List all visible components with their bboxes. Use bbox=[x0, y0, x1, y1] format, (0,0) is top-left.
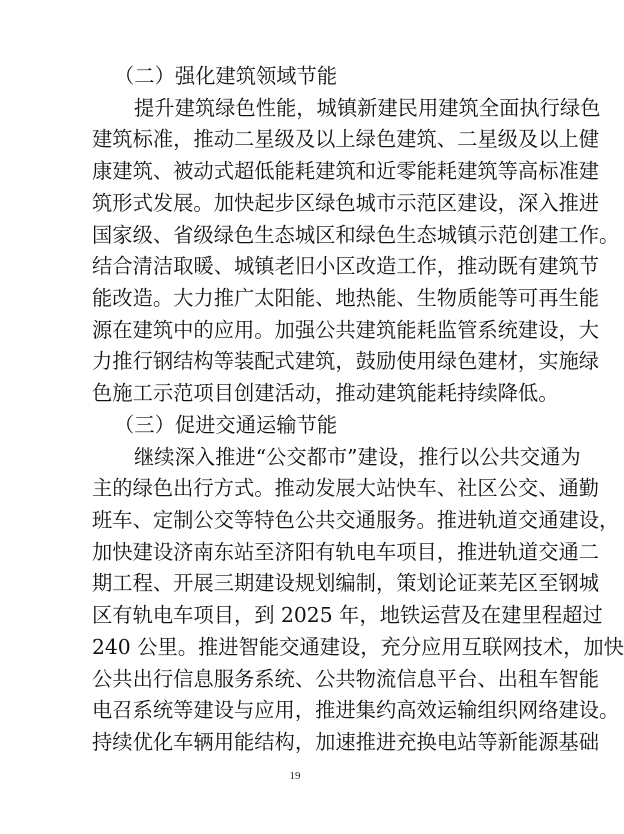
paragraph-line: 加快建设济南东站至济阳有轨电车项目，推进轨道交通二 bbox=[92, 540, 600, 564]
paragraph-line: 主的绿色出行方式。推动发展大站快车、社区公交、通勤 bbox=[92, 476, 600, 500]
paragraph-line: 源在建筑中的应用。加强公共建筑能耗监管系统建设，大 bbox=[92, 318, 600, 342]
paragraph-line: 公共出行信息服务系统、公共物流信息平台、出租车智能 bbox=[92, 667, 600, 691]
paragraph-line: 电召系统等建设与应用，推进集约高效运输组织网络建设。 bbox=[92, 698, 620, 722]
paragraph-line: 班车、定制公交等特色公共交通服务。推进轨道交通建设， bbox=[92, 508, 620, 532]
page-number: 19 bbox=[289, 770, 301, 782]
paragraph-line: 持续优化车辆用能结构，加速推进充换电站等新能源基础 bbox=[92, 730, 600, 754]
section-heading-3: （三）促进交通运输节能 bbox=[114, 413, 338, 437]
paragraph-line: 240 公里。推进智能交通建设，充分应用互联网技术，加快 bbox=[92, 635, 624, 659]
paragraph-line: 区有轨电车项目，到 2025 年，地铁运营及在建里程超过 bbox=[92, 603, 603, 627]
paragraph-line: 期工程、开展三期建设规划编制，策划论证莱芜区至钢城 bbox=[92, 571, 600, 595]
paragraph-line: 继续深入推进“公交都市”建设，推行以公共交通为 bbox=[134, 445, 581, 469]
paragraph-line: 能改造。大力推广太阳能、地热能、生物质能等可再生能 bbox=[92, 286, 600, 310]
paragraph-line: 国家级、省级绿色生态城区和绿色生态城镇示范创建工作。 bbox=[92, 223, 620, 247]
paragraph-line: 康建筑、被动式超低能耗建筑和近零能耗建筑等高标准建 bbox=[92, 159, 600, 183]
paragraph-line: 力推行钢结构等装配式建筑，鼓励使用绿色建材，实施绿 bbox=[92, 349, 600, 373]
section-heading-2: （二）强化建筑领域节能 bbox=[114, 64, 338, 88]
paragraph-line: 提升建筑绿色性能，城镇新建民用建筑全面执行绿色 bbox=[134, 96, 601, 120]
paragraph-line: 结合清洁取暖、城镇老旧小区改造工作，推动既有建筑节 bbox=[92, 254, 600, 278]
paragraph-line: 建筑标准，推动二星级及以上绿色建筑、二星级及以上健 bbox=[92, 127, 600, 151]
paragraph-line: 色施工示范项目创建活动，推动建筑能耗持续降低。 bbox=[92, 381, 559, 405]
paragraph-line: 筑形式发展。加快起步区绿色城市示范区建设，深入推进 bbox=[92, 191, 600, 215]
